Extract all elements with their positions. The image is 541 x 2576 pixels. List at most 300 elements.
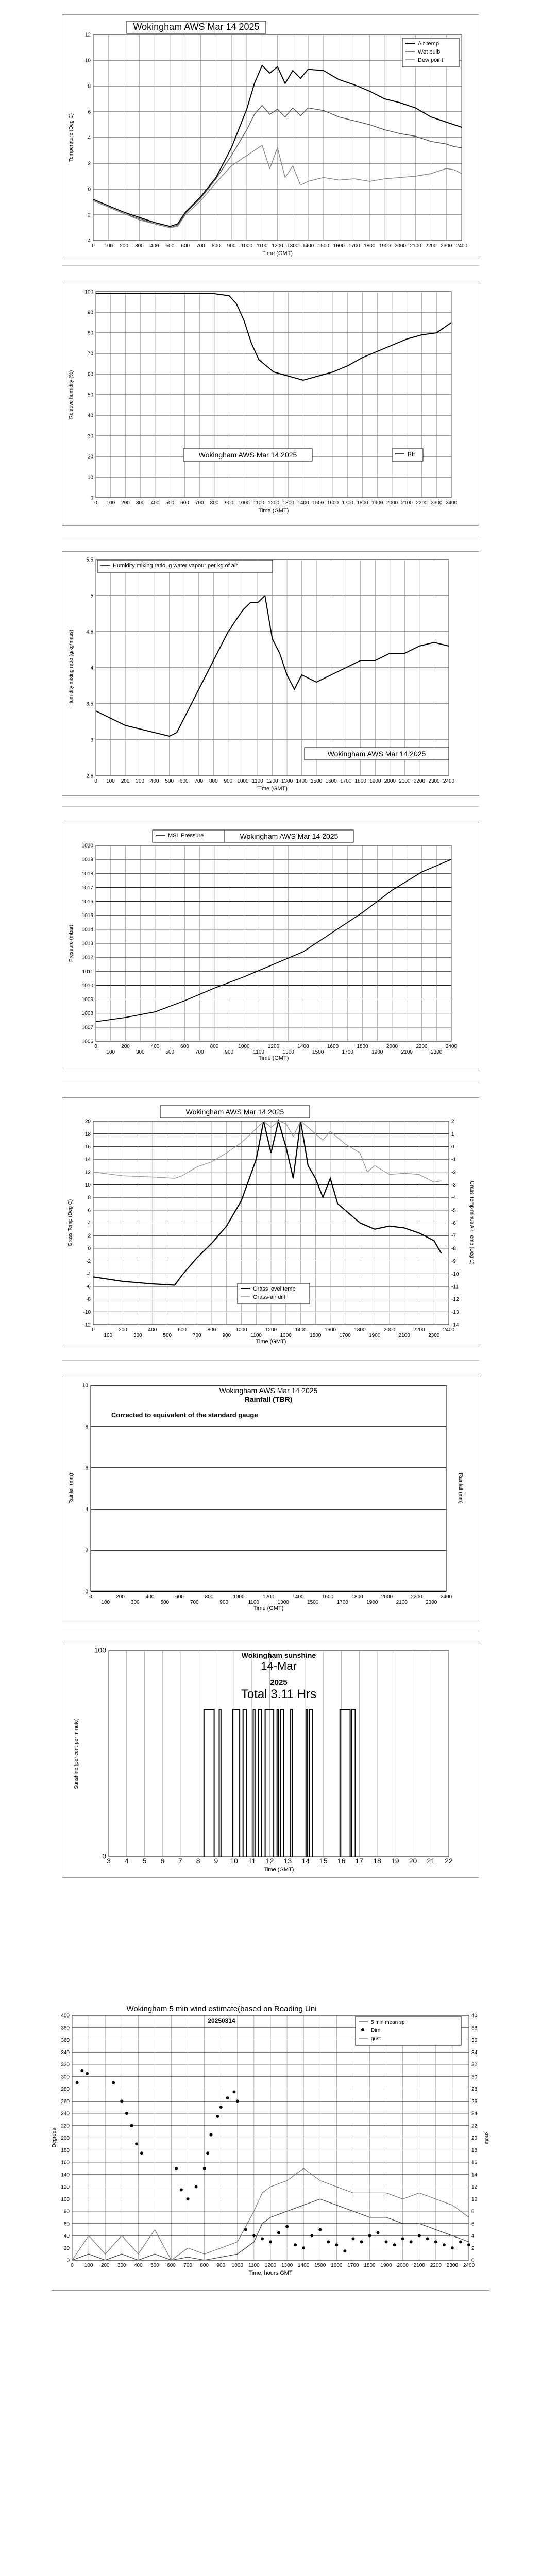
x-tick-label: 1100 — [252, 778, 263, 784]
x-tick-label: 2200 — [413, 778, 426, 784]
x-tick-label: 1200 — [272, 243, 283, 249]
series-point — [135, 2142, 138, 2145]
y-axis-label: Relative humidity (%) — [69, 370, 74, 419]
x-tick-label: 800 — [200, 2263, 209, 2268]
y-tick-label: 14 — [84, 1157, 91, 1163]
series-point — [294, 2243, 297, 2246]
x-tick-label: 700 — [196, 243, 205, 249]
y2-tick-label: 30 — [471, 2074, 478, 2080]
y-tick-label: 10 — [82, 1383, 88, 1389]
x-tick-label: 300 — [133, 1333, 142, 1338]
x-tick-label: 900 — [225, 500, 234, 506]
x-tick-label: 1700 — [347, 2263, 359, 2268]
x-tick-label: 700 — [192, 1333, 201, 1338]
x-tick-label: 300 — [136, 1049, 145, 1055]
x-tick-label: 10 — [230, 1857, 238, 1865]
y-tick-label: 0 — [85, 1589, 88, 1595]
series-point — [120, 2099, 123, 2103]
x-tick-label: 2300 — [426, 1600, 437, 1605]
x-tick-label: 1400 — [297, 1044, 309, 1049]
series-point — [269, 2240, 272, 2243]
x-tick-label: 2100 — [410, 243, 421, 249]
series-point — [385, 2240, 388, 2243]
y-tick-label: 1019 — [81, 857, 93, 863]
y-tick-label: 20 — [63, 2245, 70, 2251]
x-tick-label: 1500 — [307, 1600, 319, 1605]
x-tick-label: 0 — [92, 1327, 95, 1333]
x-tick-label: 1300 — [282, 500, 294, 506]
sunshine-chart-panel — [62, 1641, 479, 1878]
chart-subtitle: Rainfall (TBR) — [244, 1395, 293, 1403]
y-axis-label: Sunshine (per cent per minute) — [74, 1718, 79, 1789]
wind-chart — [52, 2004, 489, 2282]
x-tick-label: 1700 — [340, 778, 352, 784]
x-tick-label: 1400 — [298, 2263, 310, 2268]
series-point — [285, 2225, 289, 2228]
temperature-chart-panel — [62, 14, 479, 259]
x-tick-label: 2300 — [441, 243, 452, 249]
x-tick-label: 1900 — [380, 2263, 392, 2268]
x-tick-label: 500 — [150, 2263, 159, 2268]
y-tick-label: 2 — [88, 161, 91, 167]
x-axis-label: Time (GMT) — [256, 1338, 286, 1345]
x-tick-label: 1600 — [331, 2263, 343, 2268]
legend-label: Dew point — [418, 57, 443, 63]
series-point — [86, 2072, 89, 2075]
pressure-chart-panel — [62, 822, 479, 1069]
x-tick-label: 2300 — [431, 1049, 443, 1055]
x-tick-label: 900 — [222, 1333, 231, 1338]
x-tick-label: 1600 — [325, 778, 337, 784]
x-tick-label: 1800 — [354, 778, 366, 784]
rainfall-chart — [62, 1376, 480, 1621]
y2-tick-label: -7 — [451, 1233, 456, 1239]
chart-subtitle: 20250314 — [208, 2017, 235, 2024]
y-tick-label: 60 — [87, 371, 93, 378]
x-tick-label: 1400 — [297, 500, 309, 506]
grass-temp-chart — [62, 1098, 480, 1348]
x-tick-label: 1800 — [357, 500, 368, 506]
x-tick-label: 1000 — [231, 2263, 243, 2268]
y-tick-label: -4 — [86, 238, 91, 244]
x-tick-label: 13 — [283, 1857, 292, 1865]
x-tick-label: 400 — [148, 1327, 157, 1333]
y2-axis-label: knots — [484, 2131, 489, 2144]
y-tick-label: 2 — [85, 1548, 88, 1554]
x-tick-label: 2400 — [440, 1594, 452, 1600]
x-tick-label: 400 — [150, 1044, 160, 1049]
x-axis-label: Time, hours GMT — [248, 2270, 293, 2276]
y2-tick-label: 1 — [451, 1131, 454, 1138]
legend-label: Dirn — [371, 2028, 381, 2033]
divider — [62, 265, 479, 266]
series-point — [327, 2240, 330, 2243]
x-tick-label: 500 — [165, 243, 175, 249]
y-tick-label: 4 — [88, 1221, 91, 1226]
x-tick-label: 0 — [94, 1044, 97, 1049]
y-tick-label: 0 — [66, 2258, 70, 2264]
y-tick-label: 6 — [88, 109, 91, 115]
x-tick-label: 300 — [136, 778, 144, 784]
pressure-chart — [62, 822, 480, 1070]
series-point — [277, 2231, 280, 2234]
x-tick-label: 1500 — [311, 778, 323, 784]
x-tick-label: 100 — [106, 1049, 115, 1055]
series-point — [410, 2240, 413, 2243]
y-tick-label: 3.5 — [86, 701, 93, 707]
series-point — [76, 2081, 79, 2084]
x-tick-label: 1800 — [364, 2263, 376, 2268]
x-tick-label: 1100 — [248, 1600, 260, 1605]
y-tick-label: 3 — [90, 737, 93, 743]
x-tick-label: 800 — [205, 1594, 214, 1600]
series-point — [206, 2151, 209, 2155]
x-tick-label: 0 — [89, 1594, 92, 1600]
legend-label: RH — [408, 451, 416, 457]
x-tick-label: 12 — [265, 1857, 274, 1865]
sunshine-chart — [62, 1641, 480, 1878]
x-tick-label: 3 — [107, 1857, 111, 1865]
x-tick-label: 500 — [165, 1049, 175, 1055]
x-tick-label: 0 — [94, 500, 97, 506]
legend-label: gust — [371, 2036, 381, 2042]
y-tick-label: 12 — [84, 32, 91, 38]
x-tick-label: 500 — [165, 778, 174, 784]
x-tick-label: 1400 — [302, 243, 314, 249]
y-axis-label: Grass Temp (Deg C) — [67, 1199, 73, 1247]
series-point — [459, 2240, 462, 2243]
x-tick-label: 500 — [160, 1600, 170, 1605]
y-tick-label: 1014 — [81, 927, 93, 933]
chart-title: Wokingham AWS Mar 14 2025 — [198, 451, 297, 459]
y-tick-label: 90 — [87, 310, 93, 316]
y-tick-label: 60 — [63, 2221, 70, 2227]
y2-tick-label: 26 — [471, 2098, 478, 2105]
x-tick-label: 2100 — [398, 1333, 410, 1338]
y-tick-label: 260 — [61, 2098, 70, 2105]
x-tick-label: 1000 — [241, 243, 253, 249]
x-tick-label: 1900 — [366, 1600, 378, 1605]
x-tick-label: 100 — [106, 778, 115, 784]
y-tick-label: 2.5 — [86, 773, 93, 779]
wind-chart-panel — [52, 2004, 489, 2282]
y-tick-label: 220 — [61, 2123, 70, 2129]
y-tick-label: 380 — [61, 2025, 70, 2031]
x-tick-label: 2100 — [401, 500, 413, 506]
y-tick-label: 180 — [61, 2147, 70, 2154]
series-point — [393, 2243, 396, 2246]
y-tick-label: 1009 — [81, 997, 93, 1003]
x-tick-label: 700 — [195, 1049, 204, 1055]
x-tick-label: 1700 — [336, 1600, 348, 1605]
x-tick-label: 100 — [104, 1333, 113, 1338]
x-tick-label: 100 — [106, 500, 115, 506]
y-tick-label: -4 — [86, 1271, 91, 1277]
x-tick-label: 900 — [219, 1600, 229, 1605]
y-tick-label: 70 — [87, 351, 93, 357]
x-tick-label: 20 — [409, 1857, 417, 1865]
y-tick-label: 4 — [85, 1506, 88, 1513]
y2-tick-label: -13 — [451, 1309, 459, 1315]
x-tick-label: 1900 — [371, 1049, 383, 1055]
series-point — [125, 2112, 128, 2115]
x-tick-label: 2100 — [396, 1600, 408, 1605]
y2-tick-label: 6 — [471, 2221, 475, 2227]
x-tick-label: 100 — [101, 1600, 110, 1605]
x-tick-label: 600 — [178, 1327, 187, 1333]
y-tick-label: -12 — [83, 1322, 91, 1328]
series-point — [130, 2124, 133, 2127]
y-axis-label: Temperature (Deg C) — [69, 113, 74, 162]
series-point — [219, 2106, 223, 2109]
x-tick-label: 22 — [445, 1857, 453, 1865]
y-tick-label: 280 — [61, 2087, 70, 2092]
mixing-ratio-chart-panel — [62, 551, 479, 796]
chart-total: Total 3.11 Hrs — [241, 1687, 317, 1701]
y-tick-label: 10 — [84, 1182, 91, 1188]
x-tick-label: 1500 — [312, 1049, 324, 1055]
x-tick-label: 1300 — [281, 2263, 293, 2268]
series-point — [203, 2167, 206, 2170]
y-tick-label: 160 — [61, 2160, 70, 2166]
x-tick-label: 600 — [167, 2263, 176, 2268]
x-tick-label: 400 — [150, 778, 159, 784]
x-tick-label: 1900 — [369, 778, 381, 784]
x-tick-label: 0 — [71, 2263, 74, 2268]
series-point — [261, 2237, 264, 2240]
x-tick-label: 600 — [179, 778, 189, 784]
x-tick-label: 2400 — [445, 1044, 458, 1049]
x-tick-label: 1800 — [351, 1594, 363, 1600]
series-point — [426, 2237, 429, 2240]
series-point — [244, 2228, 247, 2231]
y-tick-label: 8 — [88, 83, 91, 90]
chart-title: Wokingham AWS Mar 14 2025 — [219, 1386, 318, 1395]
y2-tick-label: 12 — [471, 2184, 478, 2190]
y2-tick-label: 8 — [471, 2209, 475, 2215]
series-point — [451, 2246, 454, 2249]
y2-tick-label: -10 — [451, 1271, 459, 1277]
chart-title: Wokingham sunshine — [241, 1651, 316, 1659]
y-tick-label: 1016 — [81, 899, 93, 905]
x-tick-label: 1300 — [282, 1049, 294, 1055]
y2-tick-label: 22 — [471, 2123, 478, 2129]
x-tick-label: 1000 — [237, 778, 249, 784]
x-tick-label: 1500 — [314, 2263, 326, 2268]
y-tick-label: 6 — [88, 1208, 91, 1214]
x-tick-label: 7 — [178, 1857, 182, 1865]
y-tick-label: 10 — [84, 58, 91, 64]
y2-tick-label: 28 — [471, 2087, 478, 2092]
y-tick-label: 1018 — [81, 871, 93, 877]
humidity-chart — [62, 281, 480, 526]
y-tick-label: 100 — [84, 289, 93, 295]
y-tick-label: 6 — [85, 1465, 88, 1471]
y-tick-label: 140 — [61, 2172, 70, 2178]
x-tick-label: 1100 — [253, 500, 265, 506]
series-point — [180, 2188, 183, 2191]
y-tick-label: 20 — [87, 454, 93, 460]
x-tick-label: 700 — [183, 2263, 192, 2268]
x-tick-label: 1800 — [364, 243, 376, 249]
x-tick-label: 1900 — [379, 243, 391, 249]
x-tick-label: 17 — [355, 1857, 364, 1865]
y-tick-label: 1006 — [81, 1039, 93, 1045]
series-point — [443, 2243, 446, 2246]
y2-tick-label: 34 — [471, 2049, 478, 2056]
legend-label: Grass-air diff — [253, 1294, 285, 1300]
x-tick-label: 1800 — [354, 1327, 366, 1333]
y2-tick-label: -3 — [451, 1182, 456, 1188]
series-point — [434, 2240, 437, 2243]
series-point — [318, 2228, 322, 2231]
x-axis-label: Time (GMT) — [263, 1867, 294, 1873]
series-point — [140, 2151, 143, 2155]
x-tick-label: 1200 — [267, 1044, 280, 1049]
divider — [62, 1360, 479, 1361]
x-tick-label: 300 — [135, 243, 144, 249]
x-axis-label: Time (GMT) — [262, 250, 293, 257]
x-tick-label: 1600 — [333, 243, 345, 249]
x-tick-label: 100 — [104, 243, 113, 249]
x-tick-label: 1600 — [327, 1044, 339, 1049]
x-tick-label: 1200 — [262, 1594, 275, 1600]
series-point — [302, 2246, 305, 2249]
y-tick-label: 360 — [61, 2038, 70, 2043]
y-tick-label: 5.5 — [86, 557, 93, 563]
x-tick-label: 1900 — [369, 1333, 381, 1338]
x-tick-label: 2300 — [431, 500, 443, 506]
x-tick-label: 400 — [133, 2263, 143, 2268]
series-point — [467, 2243, 470, 2246]
x-tick-label: 2000 — [397, 2263, 409, 2268]
x-tick-label: 5 — [142, 1857, 147, 1865]
y2-tick-label: 20 — [471, 2136, 478, 2141]
y2-tick-label: 2 — [451, 1118, 454, 1125]
grass-temp-chart-panel — [62, 1097, 479, 1347]
x-tick-label: 1200 — [266, 778, 278, 784]
series-point — [112, 2081, 115, 2084]
x-tick-label: 1600 — [322, 1594, 334, 1600]
y2-tick-label: -1 — [451, 1157, 456, 1163]
x-tick-label: 1700 — [339, 1333, 351, 1338]
y-tick-label: 10 — [87, 474, 93, 481]
x-tick-label: 1900 — [371, 500, 383, 506]
y-tick-label: 4 — [88, 135, 91, 141]
x-tick-label: 500 — [163, 1333, 172, 1338]
x-tick-label: 2200 — [430, 2263, 442, 2268]
x-tick-label: 2400 — [445, 500, 458, 506]
legend-label: Wet bulb — [418, 49, 441, 55]
divider — [52, 2290, 489, 2291]
y2-tick-label: 4 — [471, 2233, 475, 2239]
y2-tick-label: -2 — [451, 1170, 456, 1176]
x-tick-label: 300 — [136, 500, 145, 506]
series-point — [175, 2167, 178, 2170]
x-tick-label: 600 — [180, 1044, 189, 1049]
y2-tick-label: -4 — [451, 1195, 456, 1201]
x-tick-label: 1500 — [317, 243, 329, 249]
x-tick-label: 1800 — [357, 1044, 368, 1049]
series-point — [80, 2069, 83, 2072]
x-tick-label: 2200 — [411, 1594, 422, 1600]
x-tick-label: 1300 — [287, 243, 299, 249]
x-tick-label: 700 — [195, 500, 204, 506]
series-point — [368, 2234, 371, 2238]
y-axis-label: Rainfall (mm) — [69, 1473, 74, 1504]
y-tick-label: 1007 — [81, 1025, 93, 1031]
legend-label: Humidity mixing ratio, g water vapour per kg of air — [113, 563, 238, 569]
legend-label: MSL Pressure — [168, 833, 204, 839]
x-tick-label: 14 — [301, 1857, 310, 1865]
x-axis-label: Time (GMT) — [257, 786, 288, 792]
y-tick-label: 0 — [90, 495, 93, 501]
y-tick-label: 1015 — [81, 913, 93, 919]
y2-tick-label: 40 — [471, 2013, 478, 2019]
x-tick-label: 15 — [319, 1857, 328, 1865]
x-tick-label: 2100 — [399, 778, 411, 784]
x-tick-label: 0 — [94, 778, 97, 784]
humidity-chart-panel — [62, 281, 479, 526]
x-tick-label: 2200 — [413, 1327, 425, 1333]
series-point — [216, 2115, 219, 2118]
y-tick-label: 400 — [61, 2013, 70, 2019]
y-tick-label: 1012 — [81, 955, 93, 961]
x-tick-label: 2000 — [394, 243, 406, 249]
x-tick-label: 900 — [224, 778, 233, 784]
x-tick-label: 800 — [207, 1327, 216, 1333]
x-tick-label: 1700 — [348, 243, 360, 249]
y-tick-label: 30 — [87, 433, 93, 439]
chart-title: Wokingham 5 min wind estimate(based on Reading Uni — [126, 2005, 317, 2013]
y-tick-label: -10 — [83, 1309, 91, 1315]
y-tick-label: 80 — [87, 330, 93, 336]
y2-axis-label: Grass Temp minus Air Temp (Deg C) — [469, 1181, 475, 1265]
y-tick-label: 20 — [84, 1118, 91, 1125]
x-tick-label: 8 — [196, 1857, 200, 1865]
x-tick-label: 1300 — [281, 778, 293, 784]
chart-title: Wokingham AWS Mar 14 2025 — [185, 1108, 284, 1116]
y2-tick-label: 36 — [471, 2038, 478, 2043]
x-tick-label: 200 — [121, 1044, 130, 1049]
series-point — [210, 2133, 213, 2137]
y-axis-label: Pressure (mbar) — [69, 924, 74, 962]
y-tick-label: 18 — [84, 1131, 91, 1138]
series-point — [310, 2234, 313, 2238]
mixing-ratio-chart — [62, 552, 480, 796]
x-tick-label: 1100 — [248, 2263, 260, 2268]
x-tick-label: 1600 — [327, 500, 339, 506]
x-tick-label: 200 — [119, 1327, 127, 1333]
x-tick-label: 2000 — [384, 778, 396, 784]
y-tick-label: -2 — [86, 212, 91, 218]
x-tick-label: 100 — [84, 2263, 93, 2268]
x-tick-label: 200 — [121, 778, 130, 784]
x-tick-label: 500 — [165, 500, 175, 506]
x-tick-label: 1200 — [265, 1327, 277, 1333]
y-tick-label: 320 — [61, 2062, 70, 2068]
y-tick-label: 340 — [61, 2049, 70, 2056]
y-tick-label: 5 — [90, 593, 93, 599]
y-tick-label: 4.5 — [86, 629, 93, 635]
y-tick-label: 1020 — [81, 843, 93, 849]
series-point — [236, 2099, 239, 2103]
x-tick-label: 200 — [116, 1594, 125, 1600]
series-point — [226, 2096, 229, 2099]
y-axis-label: Degrees — [52, 2128, 57, 2148]
y-tick-label: 100 — [61, 2196, 70, 2202]
legend-marker — [361, 2028, 364, 2031]
